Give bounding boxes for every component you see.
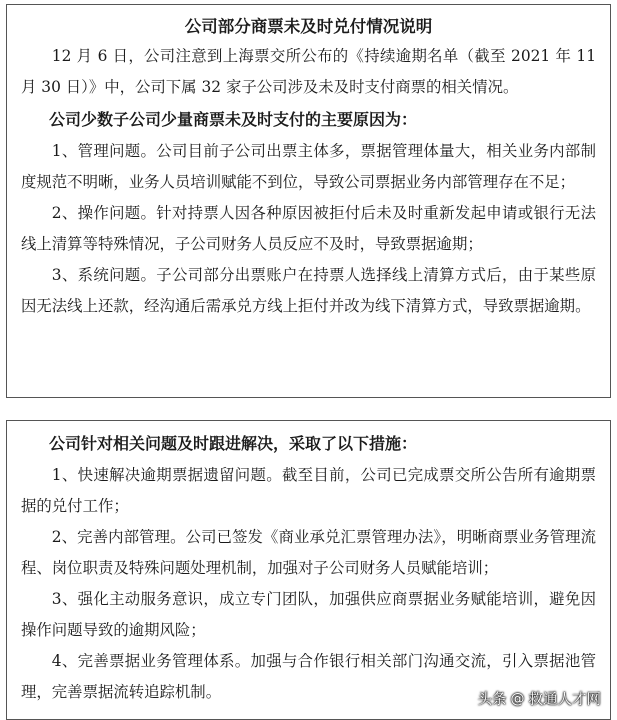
reason-item-1: 1、管理问题。公司目前子公司出票主体多，票据管理体量大，相关业务内部制度规范不明晰，业务人员培训赋能不到位，导致公司票据业务内部管理存在不足； xyxy=(21,142,596,191)
notice-box-2 xyxy=(6,420,611,720)
reason-item-2: 2、操作问题。针对持票人因各种原因被拒付后未及时重新发起申请或银行无法线上清算等特殊情况，子公司财务人员反应不及时，导致票据逾期； xyxy=(21,204,596,253)
watermark-at: @ xyxy=(510,690,525,707)
measure-item-3: 3、强化主动服务意识，成立专门团队，加强供应商票据业务赋能培训，避免因操作问题导致的逾期风险； xyxy=(21,590,596,639)
intro-paragraph: 12 月 6 日，公司注意到上海票交所公布的《持续逾期名单（截至 2021 年 11 月 30 日）》中，公司下属 32 家子公司涉及未及时支付商票的相关情况。 xyxy=(21,47,596,96)
watermark-prefix: 头条 xyxy=(477,692,507,708)
notice-box-1 xyxy=(6,4,611,398)
watermark xyxy=(478,688,602,709)
watermark-name: 救通人才网 xyxy=(528,692,601,708)
measure-item-2: 2、完善内部管理。公司已签发《商业承兑汇票管理办法》，明晰商票业务管理流程、岗位职责及特殊问题处理机制，加强对子公司财务人员赋能培训； xyxy=(21,528,596,577)
reasons-heading: 公司少数子公司少量商票未及时支付的主要原因为： xyxy=(49,110,418,129)
measure-item-1: 1、快速解决逾期票据遗留问题。截至目前，公司已完成票交所公告所有逾期票据的兑付工作； xyxy=(21,466,596,515)
notice-title: 公司部分商票未及时兑付情况说明 xyxy=(184,17,433,36)
measures-heading: 公司针对相关问题及时跟进解决，采取了以下措施： xyxy=(49,434,418,453)
measure-item-4: 4、完善票据业务管理体系。加强与合作银行相关部门沟通交流，引入票据池管理，完善票据流转追踪机制。 xyxy=(21,652,596,701)
reason-item-3: 3、系统问题。子公司部分出票账户在持票人选择线上清算方式后，由于某些原因无法线上还款，经沟通后需承兑方线上拒付并改为线下清算方式，导致票据逾期。 xyxy=(21,266,596,315)
